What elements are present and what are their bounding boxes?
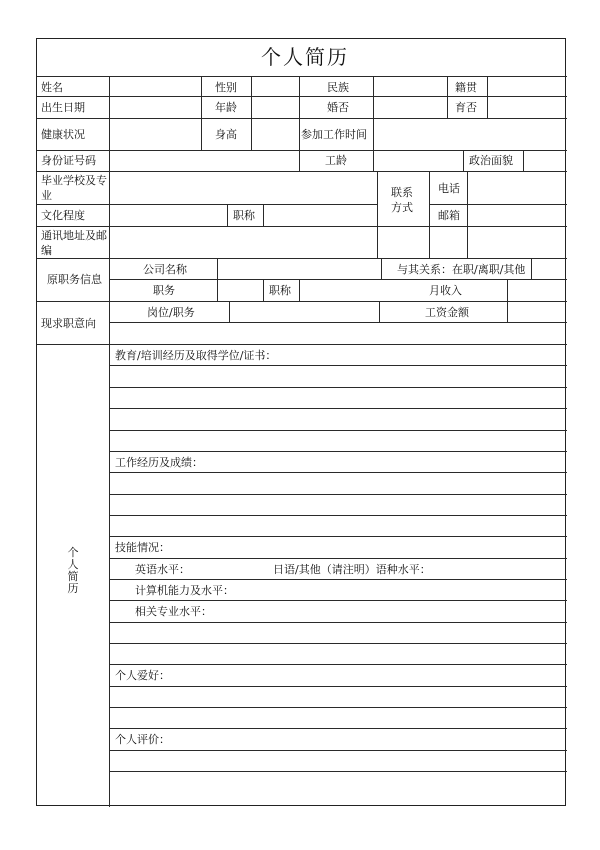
section-skills: 技能情况：: [115, 541, 170, 554]
label-contact-method: 联系方式: [391, 186, 413, 214]
label-work-start-time: 参加工作时间: [301, 128, 367, 141]
divider: [299, 76, 300, 118]
skills-extra-area[interactable]: [110, 623, 566, 664]
label-relation: 与其关系：在职/离职/其他: [397, 263, 526, 276]
label-school-major: 毕业学校及专业: [41, 174, 107, 202]
label-salary-amount: 工资金额: [425, 306, 469, 319]
section-self-evaluation: 个人评价：: [115, 733, 170, 746]
marital-status-field[interactable]: [374, 97, 446, 117]
divider: [381, 258, 382, 279]
fertility-field[interactable]: [488, 97, 566, 117]
education-level-field[interactable]: [110, 205, 226, 225]
political-status-field[interactable]: [524, 151, 566, 170]
monthly-income-field[interactable]: [508, 280, 566, 300]
work-experience-area[interactable]: [110, 473, 566, 535]
divider: [109, 579, 567, 580]
page-title: 个人简历: [261, 45, 349, 69]
divider: [299, 150, 300, 171]
work-start-time-field[interactable]: [374, 119, 566, 149]
title-rank2-field[interactable]: [300, 280, 380, 300]
label-job-intention: 现求职意向: [41, 317, 96, 330]
label-height: 身高: [215, 128, 237, 141]
section-work-experience: 工作经历及成绩：: [115, 456, 203, 469]
label-email: 邮箱: [438, 209, 460, 222]
label-title-rank: 职称: [233, 209, 255, 222]
label-gender: 性别: [215, 81, 237, 94]
label-native-place: 籍贯: [455, 81, 477, 94]
email-field[interactable]: [468, 205, 566, 225]
title-rank-field[interactable]: [264, 205, 376, 225]
divider: [201, 76, 202, 150]
gender-field[interactable]: [252, 77, 298, 96]
label-title-rank2: 职称: [269, 284, 291, 297]
label-name: 姓名: [41, 81, 63, 94]
divider: [109, 451, 567, 452]
label-monthly-income: 月收入: [429, 284, 462, 297]
label-id-number: 身份证号码: [41, 154, 96, 167]
native-place-field[interactable]: [488, 77, 566, 96]
resume-form: [36, 38, 566, 806]
divider: [263, 279, 264, 301]
label-fertility: 育否: [455, 101, 477, 114]
health-field[interactable]: [110, 119, 200, 149]
id-number-field[interactable]: [110, 151, 298, 170]
divider: [109, 728, 567, 729]
height-field[interactable]: [252, 119, 298, 149]
label-computer-skill: 计算机能力及水平：: [135, 584, 234, 597]
label-phone: 电话: [438, 182, 460, 195]
label-age: 年龄: [215, 101, 237, 114]
divider: [227, 204, 228, 226]
company-name-field[interactable]: [218, 259, 380, 278]
divider: [109, 536, 567, 537]
label-resume-side: 个人简历: [67, 546, 79, 595]
phone-field[interactable]: [468, 172, 566, 203]
relation-field[interactable]: [532, 259, 566, 278]
school-major-field[interactable]: [110, 172, 376, 203]
age-field[interactable]: [252, 97, 298, 117]
section-hobbies: 个人爱好：: [115, 669, 170, 682]
mailing-address-field[interactable]: [110, 227, 566, 257]
divider: [447, 76, 448, 118]
label-ethnicity: 民族: [327, 81, 349, 94]
label-other-language: 日语/其他（请注明）语种水平：: [273, 563, 431, 576]
label-mailing-address: 通讯地址及邮编: [41, 229, 107, 257]
label-marital-status: 婚否: [327, 101, 349, 114]
divider: [109, 600, 567, 601]
self-evaluation-area[interactable]: [110, 751, 566, 806]
label-health: 健康状况: [41, 128, 85, 141]
salary-amount-field[interactable]: [508, 302, 566, 321]
label-professional-level: 相关专业水平：: [135, 605, 212, 618]
divider: [299, 118, 300, 150]
label-birth-date: 出生日期: [41, 101, 85, 114]
divider: [37, 344, 567, 345]
label-education-level: 文化程度: [41, 209, 85, 222]
divider: [463, 150, 464, 171]
job-intention-extra-field[interactable]: [110, 323, 566, 343]
work-years-field[interactable]: [374, 151, 462, 170]
hobbies-area[interactable]: [110, 687, 566, 728]
post-position-field[interactable]: [230, 302, 378, 321]
label-political-status: 政治面貌: [469, 154, 513, 167]
divider: [109, 664, 567, 665]
education-history-area[interactable]: [110, 366, 566, 450]
label-company-name: 公司名称: [143, 263, 187, 276]
label-previous-job-info: 原职务信息: [47, 273, 102, 286]
divider: [379, 301, 380, 322]
label-post-position: 岗位/职务: [147, 306, 195, 319]
section-education: 教育/培训经历及取得学位/证书：: [115, 349, 277, 362]
label-english-level: 英语水平：: [135, 563, 190, 576]
divider: [109, 558, 567, 559]
name-field[interactable]: [110, 77, 200, 96]
ethnicity-field[interactable]: [374, 77, 446, 96]
label-work-years: 工龄: [325, 154, 347, 167]
birth-date-field[interactable]: [110, 97, 200, 117]
position-field[interactable]: [218, 280, 262, 300]
label-position: 职务: [153, 284, 175, 297]
